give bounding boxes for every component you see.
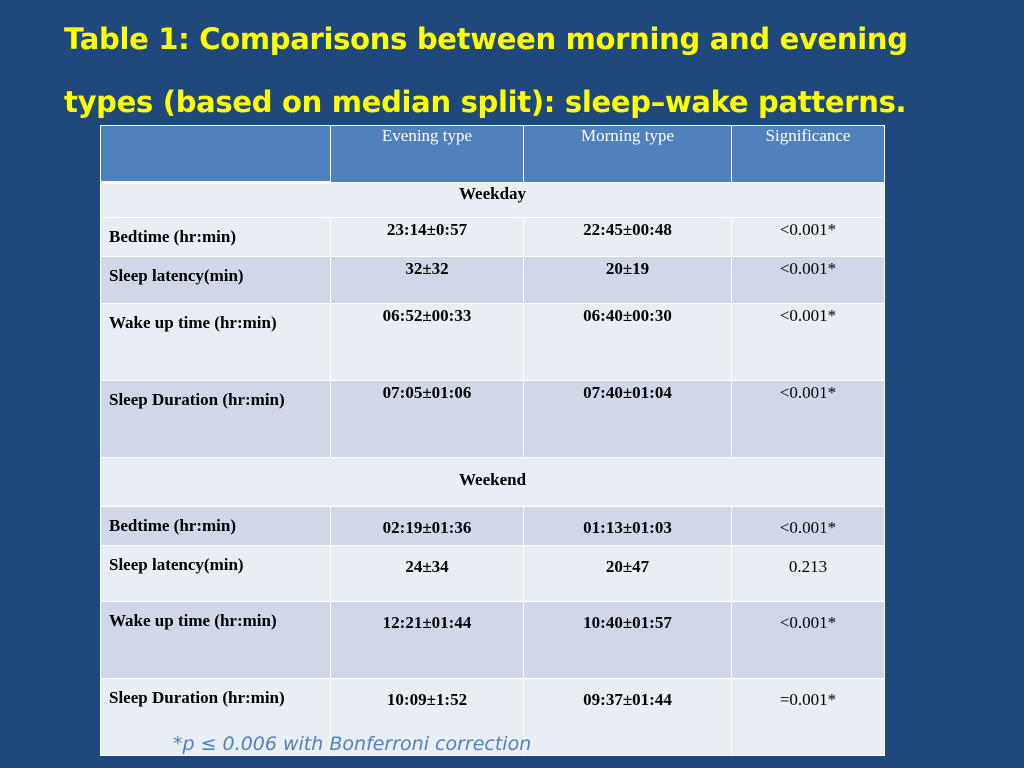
table-row xyxy=(101,546,885,602)
row-label: Sleep Duration (hr:min) xyxy=(101,381,331,458)
header-morning-type: Morning type xyxy=(524,126,732,183)
row-label: Wake up time (hr:min) xyxy=(101,304,331,381)
table-row xyxy=(101,507,885,546)
evening-value: 23:14±0:57 xyxy=(331,218,524,257)
significance-value: <0.001* xyxy=(732,257,885,304)
header-evening-type: Evening type xyxy=(331,126,524,183)
table-row xyxy=(101,304,885,381)
evening-value: 10:09±1:52 xyxy=(331,679,524,756)
table-row xyxy=(101,218,885,257)
row-label: Sleep Duration (hr:min) xyxy=(101,679,331,756)
morning-value: 07:40±01:04 xyxy=(524,381,732,458)
significance-value: <0.001* xyxy=(732,507,885,546)
comparison-table xyxy=(100,125,885,756)
section-row-weekend xyxy=(101,458,885,507)
row-label: Wake up time (hr:min) xyxy=(101,602,331,679)
significance-value: <0.001* xyxy=(732,381,885,458)
row-label: Sleep latency(min) xyxy=(101,546,331,602)
table-row xyxy=(101,257,885,304)
morning-value: 09:37±01:44 xyxy=(524,679,732,756)
morning-value: 22:45±00:48 xyxy=(524,218,732,257)
evening-value: 06:52±00:33 xyxy=(331,304,524,381)
section-label: Weekend xyxy=(101,458,885,507)
evening-value: 07:05±01:06 xyxy=(331,381,524,458)
significance-value: 0.213 xyxy=(732,546,885,602)
table-header-row xyxy=(101,126,885,183)
evening-value: 02:19±01:36 xyxy=(331,507,524,546)
slide-title xyxy=(64,8,964,134)
evening-value: 24±34 xyxy=(331,546,524,602)
header-significance: Significance xyxy=(732,126,885,183)
evening-value: 32±32 xyxy=(331,257,524,304)
significance-value: <0.001* xyxy=(732,218,885,257)
table-row xyxy=(101,602,885,679)
row-label: Sleep latency(min) xyxy=(101,257,331,304)
title-line-2: types (based on median split): sleep–wake patterns. xyxy=(64,85,907,119)
significance-value: <0.001* xyxy=(732,304,885,381)
footnote: *p ≤ 0.006 with Bonferroni correction xyxy=(173,733,532,755)
significance-value: <0.001* xyxy=(732,602,885,679)
morning-value: 06:40±00:30 xyxy=(524,304,732,381)
row-label: Bedtime (hr:min) xyxy=(101,218,331,257)
table-row xyxy=(101,381,885,458)
section-label: Weekday xyxy=(101,183,885,218)
significance-value: =0.001* xyxy=(732,679,885,756)
morning-value: 20±19 xyxy=(524,257,732,304)
header-cell-empty xyxy=(101,126,331,183)
morning-value: 10:40±01:57 xyxy=(524,602,732,679)
title-line-1: Table 1: Comparisons between morning and evening xyxy=(64,22,908,56)
morning-value: 20±47 xyxy=(524,546,732,602)
row-label: Bedtime (hr:min) xyxy=(101,507,331,546)
section-row-weekday xyxy=(101,183,885,218)
evening-value: 12:21±01:44 xyxy=(331,602,524,679)
morning-value: 01:13±01:03 xyxy=(524,507,732,546)
